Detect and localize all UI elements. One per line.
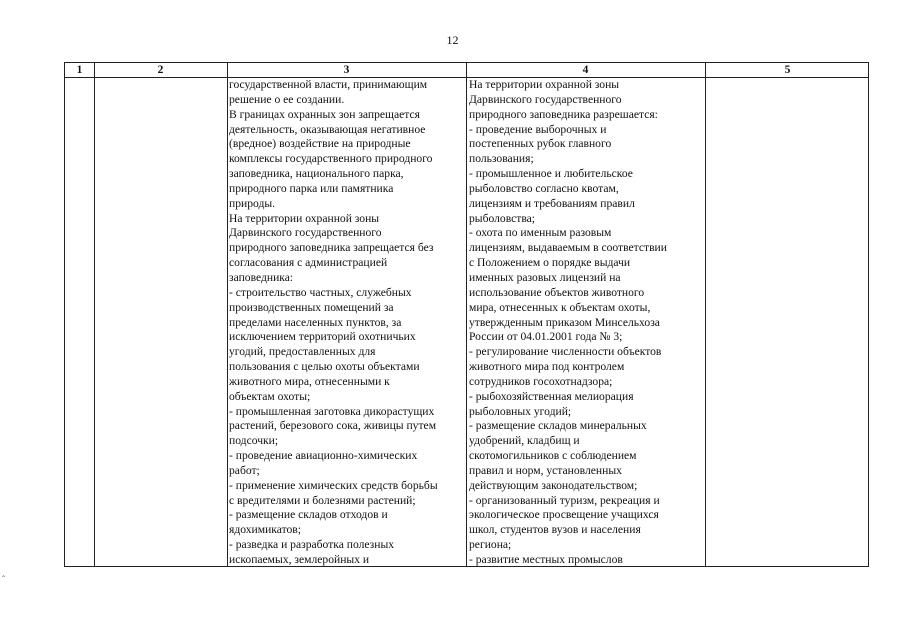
column-header-3: 3 xyxy=(343,64,350,76)
text-line: постепенных рубок главного xyxy=(469,137,612,151)
text-line: - строительство частных, служебных xyxy=(229,285,412,299)
column-divider-4 xyxy=(705,63,706,566)
text-line: природного заповедника запрещается без xyxy=(229,241,434,255)
text-line: рыболовных угодий; xyxy=(469,404,572,418)
text-line: сотрудников госохотнадзора; xyxy=(469,374,613,388)
text-line: пределами населенных пунктов, за xyxy=(229,315,402,329)
text-line: заповедника, национального парка, xyxy=(229,167,404,181)
text-line: пользования; xyxy=(469,152,534,166)
header-divider xyxy=(65,77,868,78)
text-line: - промышленная заготовка дикорастущих xyxy=(229,404,435,418)
text-line: - разведка и разработка полезных xyxy=(229,538,395,552)
text-line: (вредное) воздействие на природные xyxy=(229,137,411,151)
column-divider-2 xyxy=(227,63,228,566)
column-header-4: 4 xyxy=(582,64,589,76)
text-line: лицензиям, выдаваемым в соответствии xyxy=(469,241,667,255)
text-line: комплексы государственного природного xyxy=(229,152,433,166)
regulations-table xyxy=(64,62,869,567)
text-line: школ, студентов вузов и населения xyxy=(469,523,641,537)
column-divider-3 xyxy=(466,63,467,566)
text-line: с вредителями и болезнями растений; xyxy=(229,493,416,507)
text-line: экологическое просвещение учащихся xyxy=(469,508,659,522)
text-line: животного мира под контролем xyxy=(469,360,625,374)
text-line: утвержденным приказом Минсельхоза xyxy=(469,315,660,329)
text-line: региона; xyxy=(469,538,512,552)
column-header-2: 2 xyxy=(157,64,164,76)
text-line: лицензиям и требованиям правил xyxy=(469,196,635,210)
text-line: мира, отнесенных к объектам охоты, xyxy=(469,300,651,314)
column-header-5: 5 xyxy=(784,64,791,76)
text-line: - проведение авиационно-химических xyxy=(229,449,418,463)
text-line: - рыбохозяйственная мелиорация xyxy=(469,389,634,403)
text-line: - регулирование численности объектов xyxy=(469,345,662,359)
text-line: - размещение складов отходов и xyxy=(229,508,388,522)
text-line: - развитие местных промыслов xyxy=(469,553,623,566)
text-line: объектам охоты; xyxy=(229,389,311,403)
text-line: именных разовых лицензий на xyxy=(469,270,621,284)
text-line: Дарвинского государственного xyxy=(229,226,382,240)
text-line: с Положением о порядке выдачи xyxy=(469,256,631,270)
text-line: подсочки; xyxy=(229,434,279,448)
text-line: заповедника: xyxy=(229,270,294,284)
text-line: животного мира, отнесенными к xyxy=(229,374,390,388)
text-line: Дарвинского государственного xyxy=(469,92,622,106)
text-line: государственной власти, принимающим xyxy=(229,78,428,91)
column-3-text xyxy=(229,78,465,567)
column-4-text xyxy=(469,78,704,567)
text-line: - размещение складов минеральных xyxy=(469,419,647,433)
text-line: природного парка или памятника xyxy=(229,181,394,195)
text-line: - проведение выборочных и xyxy=(469,122,607,136)
text-line: На территории охранной зоны xyxy=(469,78,620,91)
text-line: - промышленное и любительское xyxy=(469,167,633,181)
text-line: На территории охранной зоны xyxy=(229,211,380,225)
text-line: использование объектов животного xyxy=(469,285,645,299)
text-line: растений, березового сока, живицы путем xyxy=(229,419,437,433)
text-line: производственных помещений за xyxy=(229,300,394,314)
column-divider-1 xyxy=(94,63,95,566)
text-line: рыболовство согласно квотам, xyxy=(469,181,619,195)
text-line: решение о ее создании. xyxy=(229,92,345,106)
text-line: - организованный туризм, рекреация и xyxy=(469,493,660,507)
text-line: В границах охранных зон запрещается xyxy=(229,107,420,121)
text-line: деятельность, оказывающая негативное xyxy=(229,122,426,136)
text-line: пользования с целью охоты объектами xyxy=(229,360,420,374)
text-line: рыболовства; xyxy=(469,211,536,225)
text-line: действующим законодательством; xyxy=(469,478,638,492)
column-header-1: 1 xyxy=(76,64,83,76)
text-line: ядохимикатов; xyxy=(229,523,301,537)
text-line: ископаемых, землеройных и xyxy=(229,553,370,566)
text-line: - применение химических средств борьбы xyxy=(229,478,438,492)
scan-edge-mark: ˆ xyxy=(2,574,5,584)
text-line: России от 04.01.2001 года № 3; xyxy=(469,330,623,344)
text-line: природного заповедника разрешается: xyxy=(469,107,658,121)
page-number: 12 xyxy=(446,33,459,47)
text-line: скотомогильников с соблюдением xyxy=(469,449,637,463)
text-line: угодий, предоставленных для xyxy=(229,345,376,359)
text-line: работ; xyxy=(229,463,260,477)
text-line: согласования с администрацией xyxy=(229,256,388,270)
text-line: исключением территорий охотничьих xyxy=(229,330,416,344)
text-line: - охота по именным разовым xyxy=(469,226,612,240)
text-line: природы. xyxy=(229,196,276,210)
text-line: правил и норм, установленных xyxy=(469,463,622,477)
text-line: удобрений, кладбищ и xyxy=(469,434,580,448)
